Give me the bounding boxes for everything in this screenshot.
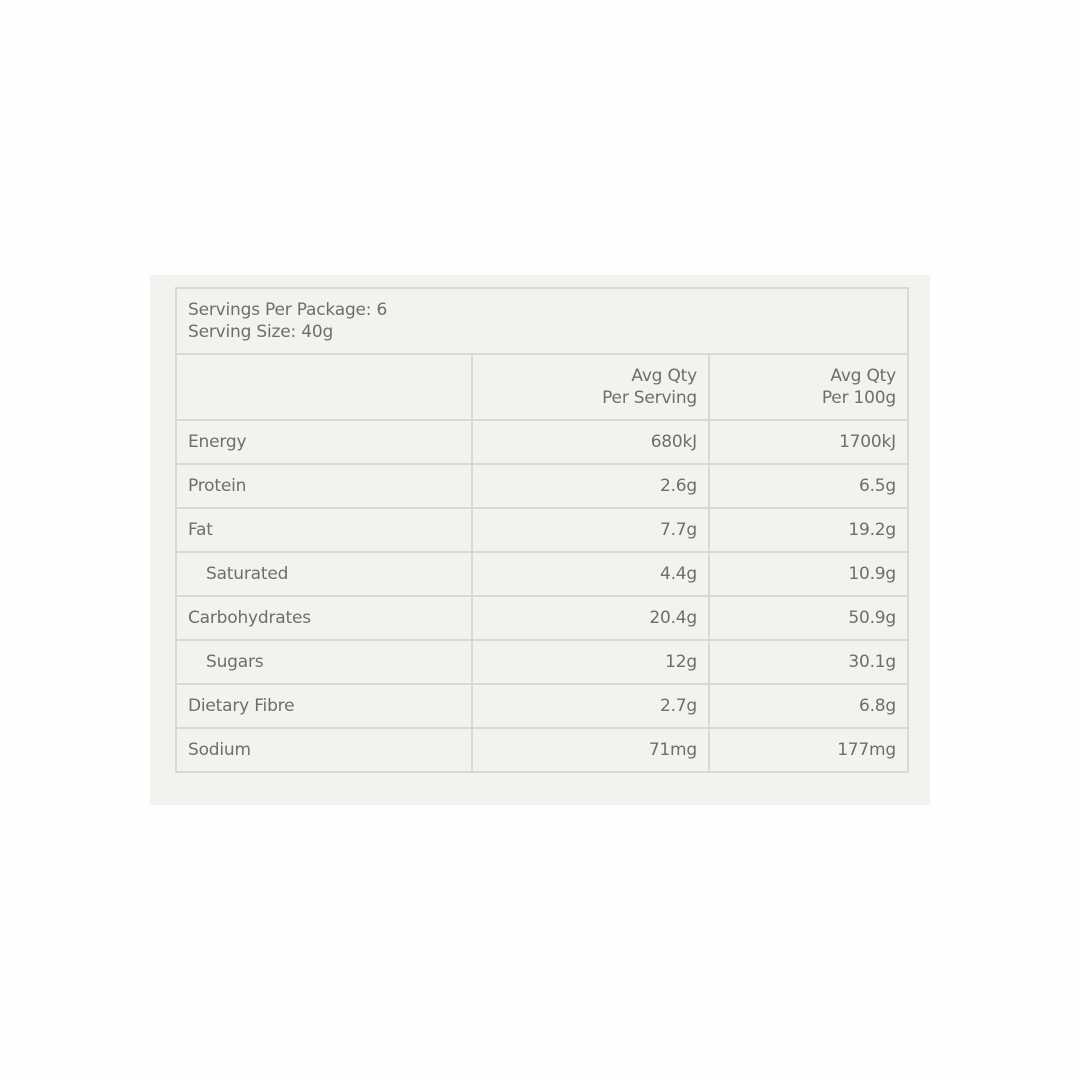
table-row (176, 508, 908, 552)
header-nutrient (176, 354, 472, 420)
per-serving-value: 4.4g (472, 552, 709, 596)
table-row (176, 728, 908, 772)
per-100g-value: 10.9g (709, 552, 908, 596)
nutrient-name: Dietary Fibre (176, 684, 472, 728)
per-100g-value: 50.9g (709, 596, 908, 640)
servings-per-package: Servings Per Package: 6 (188, 300, 388, 320)
header-per-serving-line1: Avg Qty (631, 366, 697, 386)
nutrient-name: Sodium (176, 728, 472, 772)
nutrient-name: Protein (176, 464, 472, 508)
table-row (176, 640, 908, 684)
table-row (176, 464, 908, 508)
table-row (176, 420, 908, 464)
per-serving-value: 680kJ (472, 420, 709, 464)
per-serving-value: 2.7g (472, 684, 709, 728)
per-100g-value: 177mg (709, 728, 908, 772)
per-serving-value: 12g (472, 640, 709, 684)
nutrient-name: Fat (176, 508, 472, 552)
header-per-100g-line1: Avg Qty (830, 366, 896, 386)
nutrition-information-table (175, 287, 909, 773)
header-per-serving-line2: Per Serving (602, 388, 697, 408)
serving-size: Serving Size: 40g (188, 322, 334, 342)
per-serving-value: 71mg (472, 728, 709, 772)
per-serving-value: 20.4g (472, 596, 709, 640)
nutrient-name: Sugars (176, 640, 472, 684)
per-100g-value: 19.2g (709, 508, 908, 552)
per-100g-value: 6.8g (709, 684, 908, 728)
per-serving-value: 7.7g (472, 508, 709, 552)
per-100g-value: 30.1g (709, 640, 908, 684)
per-100g-value: 1700kJ (709, 420, 908, 464)
servings-cell (176, 288, 908, 354)
header-per-100g (709, 354, 908, 420)
per-serving-value: 2.6g (472, 464, 709, 508)
table-row (176, 596, 908, 640)
nutrition-panel (150, 275, 930, 805)
nutrient-name: Saturated (176, 552, 472, 596)
column-header-row (176, 354, 908, 420)
table-row (176, 552, 908, 596)
nutrient-name: Carbohydrates (176, 596, 472, 640)
header-per-100g-line2: Per 100g (821, 388, 896, 408)
table-row (176, 684, 908, 728)
per-100g-value: 6.5g (709, 464, 908, 508)
nutrient-name: Energy (176, 420, 472, 464)
header-per-serving (472, 354, 709, 420)
servings-row (176, 288, 908, 354)
